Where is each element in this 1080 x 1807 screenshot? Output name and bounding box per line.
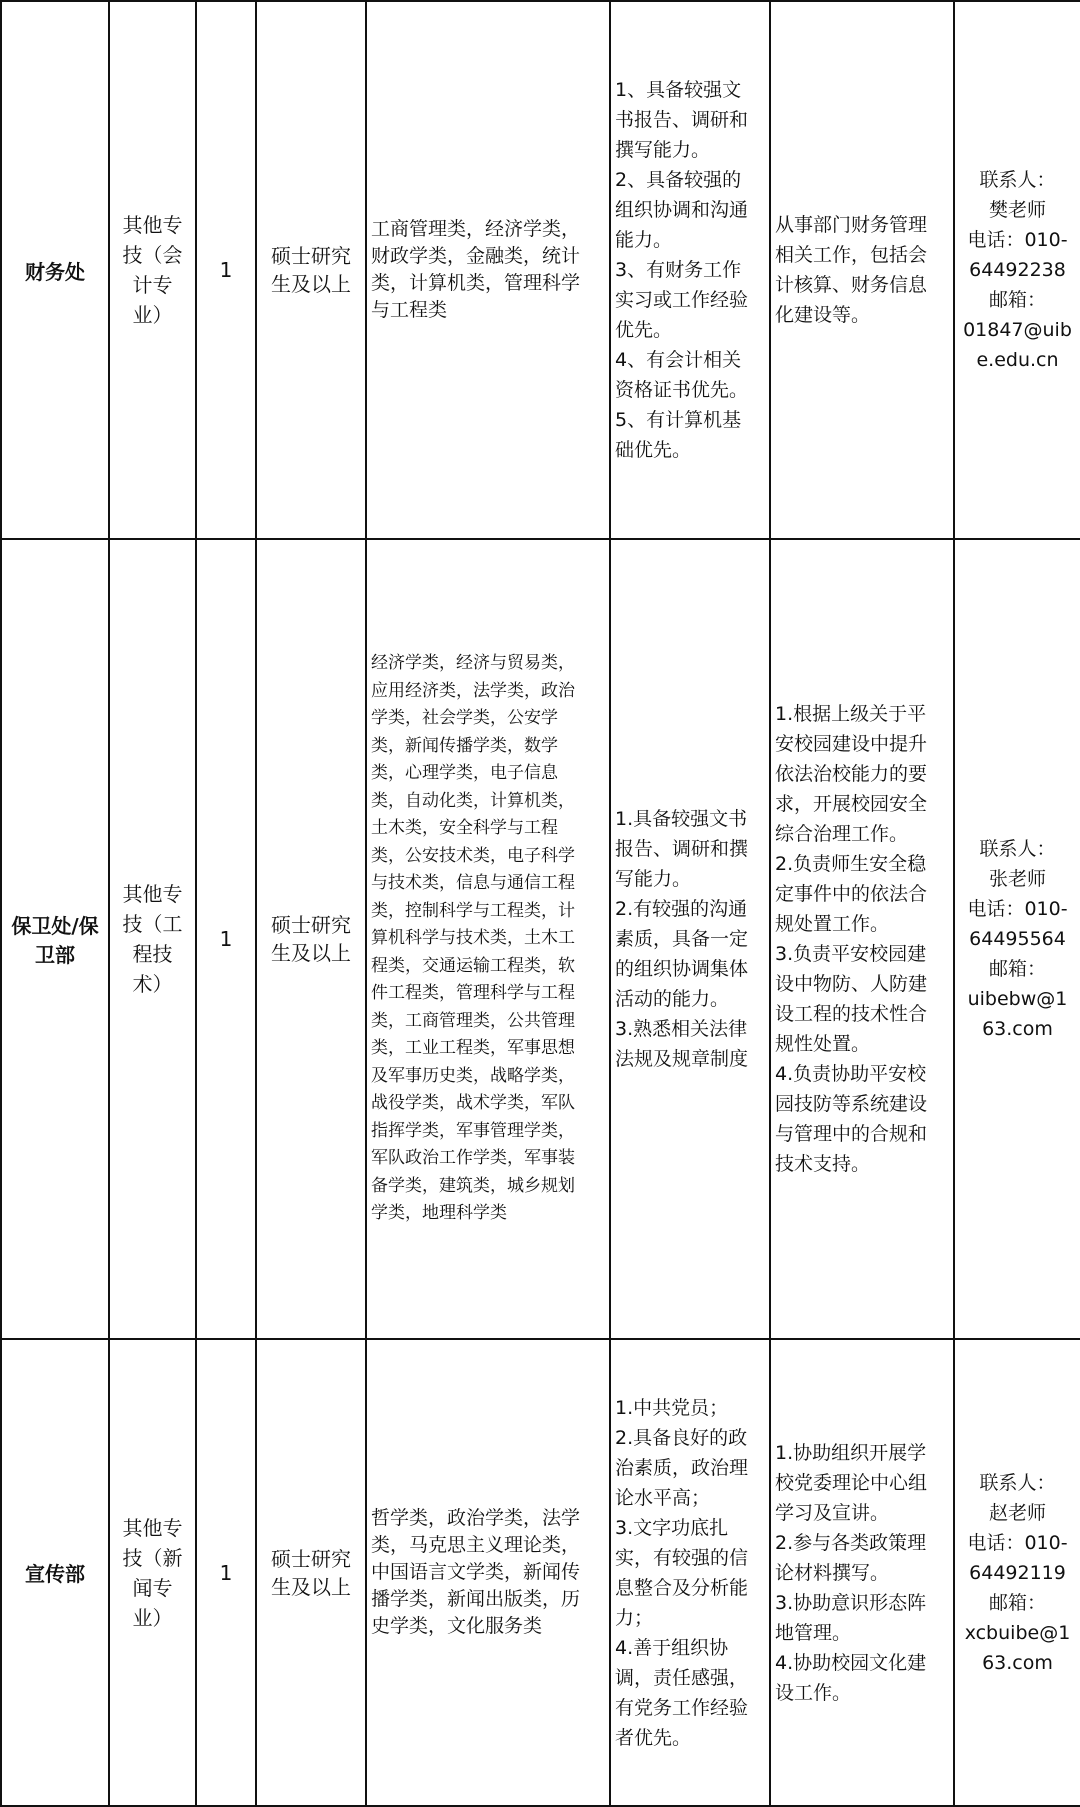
count-cell: 1 bbox=[196, 539, 256, 1339]
position-cell: 其他专 技（新 闻专 业） bbox=[109, 1339, 196, 1806]
majors-cell: 哲学类，政治学类，法学 类，马克思主义理论类， 中国语言文学类，新闻传 播学类，新闻出版类，历 史学类，文化服务类 bbox=[366, 1339, 610, 1806]
education-cell: 硕士研究 生及以上 bbox=[256, 1339, 366, 1806]
duties-cell: 1.根据上级关于平 安校园建设中提升 依法治校能力的要 求，开展校园安全 综合治理工作。 2.负责师生安全稳 定事件中的依法合 规处置工作。 3.负责平安校园建 设中物防、人防建 设工程的技术性合 规性处置。 4.负责协助平安校 园技防等系统建设 与管理中的合规和 技术支持。 bbox=[770, 539, 954, 1339]
majors-cell: 工商管理类，经济学类， 财政学类，金融类，统计 类，计算机类，管理科学 与工程类 bbox=[366, 1, 610, 539]
position-cell: 其他专 技（工 程技 术） bbox=[109, 539, 196, 1339]
contact-cell: 联系人： 樊老师 电话：010- 64492238 邮箱： 01847@uib e.edu.cn bbox=[954, 1, 1080, 539]
contact-cell: 联系人： 张老师 电话：010- 64495564 邮箱： uibebw@1 63.com bbox=[954, 539, 1080, 1339]
position-cell: 其他专 技（会 计专 业） bbox=[109, 1, 196, 539]
department-cell: 财务处 bbox=[1, 1, 109, 539]
requirements-cell: 1.具备较强文书 报告、调研和撰 写能力。 2.有较强的沟通 素质，具备一定 的组织协调集体 活动的能力。 3.熟悉相关法律 法规及规章制度 bbox=[610, 539, 770, 1339]
contact-cell: 联系人： 赵老师 电话：010- 64492119 邮箱： xcbuibe@1 63.com bbox=[954, 1339, 1080, 1806]
duties-cell: 从事部门财务管理 相关工作，包括会 计核算、财务信息 化建设等。 bbox=[770, 1, 954, 539]
table-row bbox=[1, 1339, 1080, 1806]
table-row bbox=[1, 1, 1080, 539]
department-cell: 宣传部 bbox=[1, 1339, 109, 1806]
table-row bbox=[1, 539, 1080, 1339]
count-cell: 1 bbox=[196, 1339, 256, 1806]
requirements-cell: 1、具备较强文 书报告、调研和 撰写能力。 2、具备较强的 组织协调和沟通 能力。 3、有财务工作 实习或工作经验 优先。 4、有会计相关 资格证书优先。 5、有计算机基 础优先。 bbox=[610, 1, 770, 539]
duties-cell: 1.协助组织开展学 校党委理论中心组 学习及宣讲。 2.参与各类政策理 论材料撰写。 3.协助意识形态阵 地管理。 4.协助校园文化建 设工作。 bbox=[770, 1339, 954, 1806]
majors-cell: 经济学类，经济与贸易类， 应用经济类，法学类，政治 学类，社会学类，公安学 类，新闻传播学类，数学 类，心理学类，电子信息 类，自动化类，计算机类， 土木类，安全科学与工程 类，公安技术类，电子科学 与技术类，信息与通信工程 类，控制科学与工程类，计 算机科学与技术类，土木工 程类，交通运输工程类，软 件工程类，管理科学与工程 类，工商管理类，公共管理 类，工业工程类，军事思想 及军事历史类，战略学类， 战役学类，战术学类，军队 指挥学类，军事管理学类， 军队政治工作学类，军事装 备学类，建筑类，城乡规划 学类，地理科学类 bbox=[366, 539, 610, 1339]
requirements-cell: 1.中共党员； 2.具备良好的政 治素质，政治理 论水平高； 3.文字功底扎 实，有较强的信 息整合及分析能 力； 4.善于组织协 调，责任感强， 有党务工作经验 者优先。 bbox=[610, 1339, 770, 1806]
department-cell: 保卫处/保 卫部 bbox=[1, 539, 109, 1339]
education-cell: 硕士研究 生及以上 bbox=[256, 1, 366, 539]
count-cell: 1 bbox=[196, 1, 256, 539]
education-cell: 硕士研究 生及以上 bbox=[256, 539, 366, 1339]
